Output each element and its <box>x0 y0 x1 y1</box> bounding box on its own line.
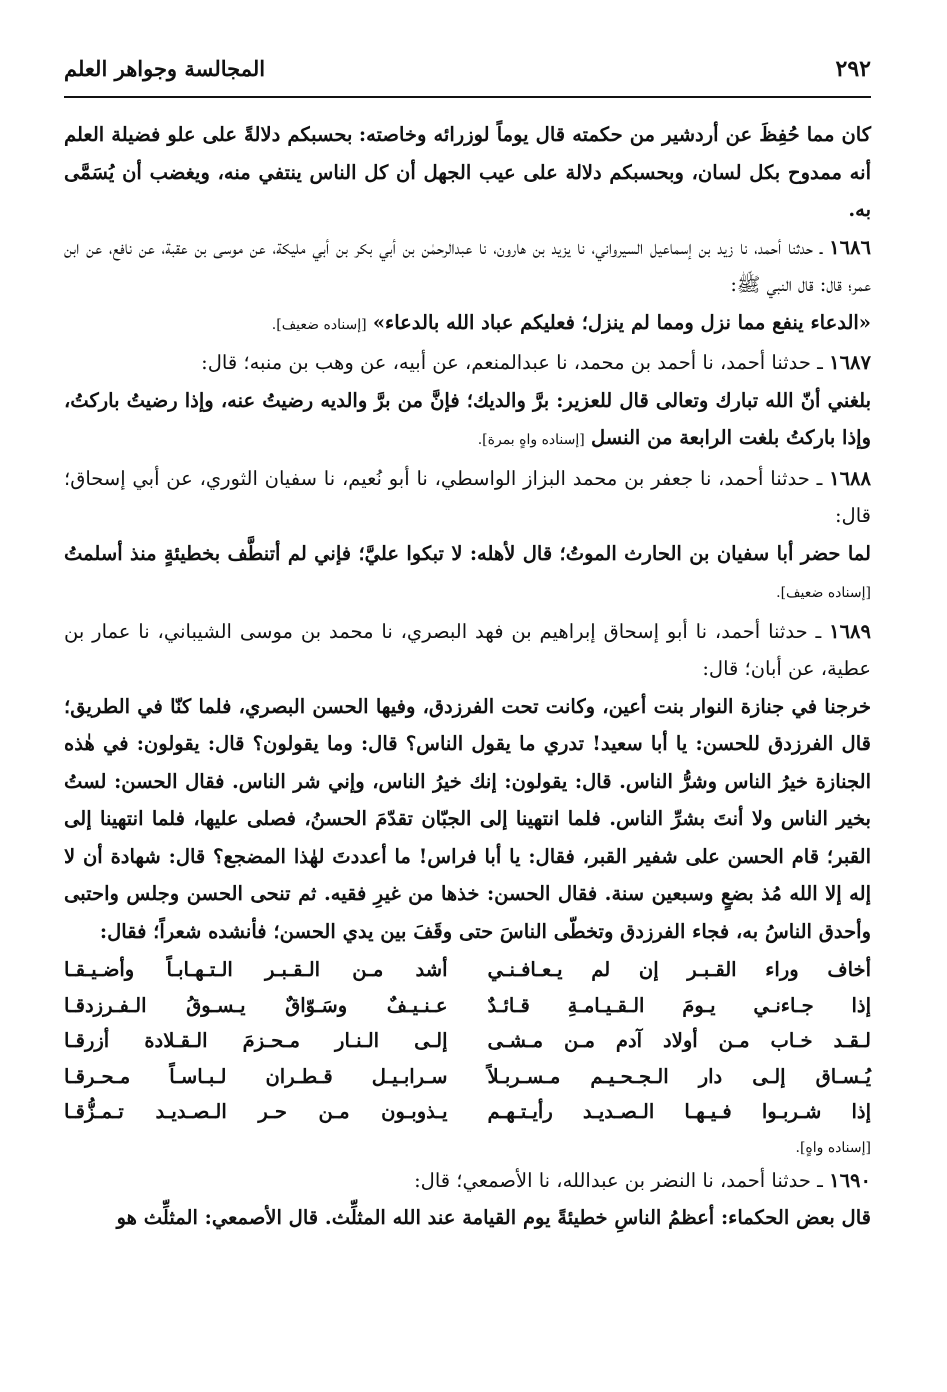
poem-verse-4-first: يُـسـاق إلـى دار الـجـحـيـم مـسـربـلاً <box>487 1064 871 1088</box>
hadith-1690-matn <box>64 1199 871 1237</box>
isnad-text: ـ حدثنا أحمد، نا أحمد بن محمد، نا عبدالمنعم، عن أبيه، عن وهب بن منبه؛ قال: <box>201 351 823 374</box>
hadith-1688-matn <box>64 535 871 613</box>
hadith-number: ١٦٨٧ <box>829 351 871 374</box>
poem-verse-5-second: يـذوبـون مـن حـر الـصـديـد تـمـزُّقـا <box>64 1100 448 1123</box>
poem <box>64 952 871 1130</box>
paragraph-intro <box>64 116 871 229</box>
poem-verse-3-first: لـقـد خـاب مـن أولاد آدم مـن مـشـى <box>487 1029 871 1052</box>
isnad-text: ـ حدثنا أحمد، نا أبو إسحاق إبراهيم بن فهد البصري، نا محمد بن موسى الشيباني، نا عمار بن عطية، عن أبان؛ قال: <box>64 619 871 680</box>
hadith-number: ١٦٩٠ <box>829 1168 871 1192</box>
page-header <box>64 56 871 86</box>
poem-verse-3-second: إلـى الـنـار مـحـزمَ الـقـلادة أزرقـا <box>64 1029 448 1052</box>
page-body <box>64 116 871 1237</box>
matn-text: خرجنا في جنازة النوار بنت أعين، وكانت تحت الفرزدق، وفيها الحسن البصري، فلما كنّا في الطريق؛ قال الفرزدق للحسن: يا أبا سعيد! تدري ما يقول الناس؟ قال: وما يقولون؟ قال: يقولون: في هٰذه الجنازة خيرُ الناس وشرُّ الناس. قال: يقولون: إنك خيرُ الناس، وإني شر الناس. فقال الحسن: لستُ بخير الناس ولا أنتَ بشرِّ الناس. فلما انتهينا إلى الجبّان تقدّمَ الحسنُ، فصلى عليها، فلما انتهينا إلى القبر؛ قام الحسن على شفير القبر، فقال: يا أبا فراس! ما أعددتَ لهٰذا المضجع؟ قال: شهادة أن لا إله إلا الله مُذ بضعٍ وسبعين سنة. فقال الحسن: خذها من غيرِ فقيه. ثم تنحى الحسن وجلس واحتبى وأحدق الناسُ به، فجاء الفرزدق وتخطّى الناسَ حتى وقَفَ بين يدي الحسن؛ فأنشده شعراً؛ فقال: <box>64 694 871 943</box>
poem-verse-1-first: أخاف وراء القـبـر إن لم يـعـافـنـي <box>487 958 871 981</box>
isnad-text: ـ حدثنا أحمد، نا زيد بن إسماعيل السيرواني، نا يزيد بن هارون، نا عبدالرحمٰن بن أبي بكر بن أبي مليكة، عن موسى بن عقبة، عن نافع، عن ابن عمر؛ قال: قال النبي ﷺ: <box>64 235 871 296</box>
hadith-1689-isnad <box>64 613 871 688</box>
grading-note: [إسناده ضعيف]. <box>271 316 367 333</box>
page-number: ٢٩٢ <box>835 56 871 82</box>
header-rule <box>64 96 871 98</box>
running-title: المجالسة وجواهر العلم <box>64 56 266 81</box>
grading-note: [إسناده ضعيف]. <box>776 585 871 601</box>
hadith-1688-isnad <box>64 460 871 535</box>
hadith-1686-isnad <box>64 229 871 304</box>
matn-text: لما حضر أبا سفيان بن الحارث الموتُ؛ قال لأهله: لا تبكوا عليَّ؛ فإني لم أتنطَّف بخطيئةٍ منذ أسلمتُ <box>64 541 871 565</box>
poem-verse-2-first: إذا جـاءنـي يـومَ الـقـيـامـةِ قـائـدٌ <box>487 993 871 1017</box>
hadith-number: ١٦٨٩ <box>829 619 872 643</box>
grading-note: [إسناده واهٍ بمرة]. <box>477 432 585 448</box>
matn-text: بلغني أنّ الله تبارك وتعالى قال للعزير: برَّ والديك؛ فإنَّ من برَّ والديه رضيتُ عنه، وإذا رضيتُ باركتُ، وإذا باركتُ بلغت الرابعة من النسل <box>64 388 871 449</box>
poem-verse-2-second: عـنـيـفٌ وسَـوّاقٌ يـسـوقُ الـفـرزدقـا <box>64 993 448 1017</box>
hadith-1686-matn <box>64 304 871 345</box>
grading-note: [إسناده واهٍ]. <box>795 1139 871 1156</box>
intro-quote: بحسبكم دلالةً على علو فضيلة العلم أنه ممدوح بكل لسان، وبحسبكم دلالة على عيب الجهل أن كل الناس ينتفي منه، ويغضب أن يُسَمَّى به. <box>64 123 871 221</box>
matn-text: قال بعض الحكماء: أعظمُ الناسِ خطيئةً يوم القيامة عند الله المثلِّث. قال الأصمعي: المثلِّث هو <box>116 1206 871 1229</box>
poem-verse-4-second: سـرابـيـل قـطـران لـبـاسـاً مـحـرقـا <box>64 1064 448 1088</box>
hadith-number: ١٦٨٨ <box>829 466 871 490</box>
hadith-1687-matn <box>64 382 871 460</box>
hadith-1690-isnad <box>64 1162 871 1200</box>
poem-verse-5-first: إذا شـربـوا فـيـهـا الـصـديـد رأيـتـهـم <box>487 1100 871 1123</box>
hadith-number: ١٦٨٦ <box>829 235 871 259</box>
hadith-1689-matn <box>64 688 871 951</box>
poem-verse-1-second: أشد مـن الـقـبـر الـتـهـابـاً وأضـيـقـا <box>64 958 448 981</box>
hadith-1687-isnad <box>64 344 871 382</box>
isnad-text: ـ حدثنا أحمد، نا النضر بن عبدالله، نا الأصمعي؛ قال: <box>414 1168 823 1192</box>
isnad-text: ـ حدثنا أحمد، نا جعفر بن محمد البزاز الواسطي، نا أبو نُعيم، نا سفيان الثوري، عن أبي إسحاق؛ قال: <box>64 466 871 527</box>
intro-lead: كان مما حُفِظَ عن أردشير من حكمته قال يوماً لوزرائه وخاصته: <box>358 123 872 146</box>
matn-text: «الدعاء ينفع مما نزل ومما لم ينزل؛ فعليكم عباد الله بالدعاء» <box>372 310 871 334</box>
